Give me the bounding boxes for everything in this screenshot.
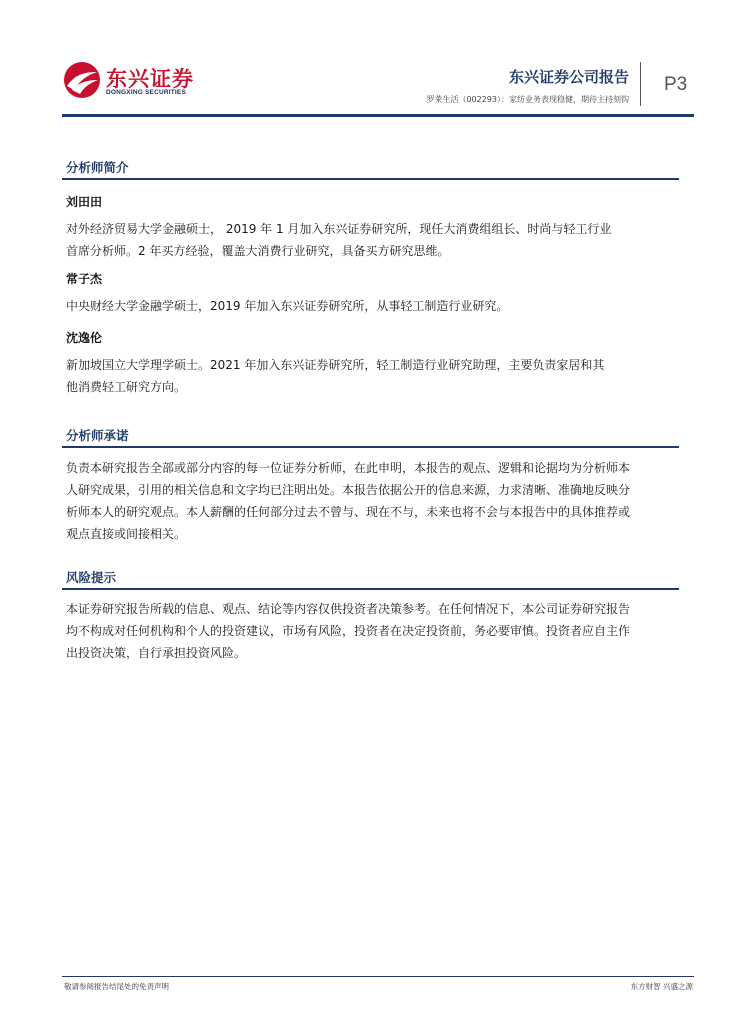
analyst-bio (66, 295, 676, 317)
bio-line: 新加坡国立大学理学硕士。2021 年加入东兴证券研究所，轻工制造行业研究助理，主要负责家居和其 (66, 358, 605, 372)
paragraph-line: 出投资决策，自行承担投资风险。 (66, 646, 247, 660)
footer-disclaimer-note: 敬请参阅报告结尾处的免责声明 (64, 982, 169, 991)
paragraph-line: 析师本人的研究观点。本人薪酬的任何部分过去不曾与、现在不与，未来也将不会与本报告中的具体推荐或 (66, 505, 631, 519)
paragraph-line: 人研究成果，引用的相关信息和文字均已注明出处。本报告依据公开的信息来源，力求清晰、准确地反映分 (66, 483, 631, 497)
report-title: 东兴证券公司报告 (508, 68, 629, 86)
bio-line: 中央财经大学金融学硕士，2019 年加入东兴证券研究所，从事轻工制造行业研究。 (66, 299, 509, 313)
analyst-name: 沈逸伦 (66, 331, 103, 345)
report-subtitle: 罗莱生活（002293）：家纺业务表现稳健，期待主持刻钩 (426, 95, 629, 104)
bio-line: 他消费轻工研究方向。 (66, 380, 187, 394)
section-rule-commitment (62, 446, 679, 448)
bio-line: 对外经济贸易大学金融硕士， 2019 年 1 月加入东兴证券研究所，现任大消费组组长、时尚与轻工行业 (66, 222, 612, 236)
risk-paragraph (66, 598, 676, 664)
paragraph-line: 观点直接或间接相关。 (66, 527, 187, 541)
footer-slogan: 东方财智 兴盛之源 (630, 982, 693, 991)
page-number: P3 (664, 74, 688, 95)
company-logo (62, 60, 212, 104)
section-title-risk: 风险提示 (66, 570, 117, 585)
section-rule-risk (62, 588, 679, 590)
section-title-analysts: 分析师简介 (66, 160, 129, 175)
section-rule-analysts (62, 178, 679, 180)
footer-rule (62, 976, 694, 977)
logo-mark-icon (62, 60, 102, 100)
analyst-name: 刘田田 (66, 195, 103, 209)
header-rule (62, 114, 694, 117)
paragraph-line: 本证券研究报告所载的信息、观点、结论等内容仅供投资者决策参考。在任何情况下，本公司证券研究报告 (66, 602, 631, 616)
logo-english-text: DONGXING SECURITIES (106, 89, 187, 96)
analyst-name: 常子杰 (66, 272, 103, 286)
paragraph-line: 负责本研究报告全部或部分内容的每一位证券分析师，在此申明，本报告的观点、逻辑和论据均为分析师本 (66, 461, 631, 475)
paragraph-line: 均不构成对任何机构和个人的投资建议，市场有风险，投资者在决定投资前，务必要审慎。投资者应自主作 (66, 624, 631, 638)
header-divider (640, 62, 641, 106)
logo-chinese-text: 东兴证券 (106, 67, 194, 91)
section-title-commitment: 分析师承诺 (66, 428, 129, 443)
commitment-paragraph (66, 457, 676, 545)
bio-line: 首席分析师。2 年买方经验，覆盖大消费行业研究，具备买方研究思维。 (66, 244, 450, 258)
analyst-bio (66, 218, 676, 262)
analyst-bio (66, 354, 676, 398)
